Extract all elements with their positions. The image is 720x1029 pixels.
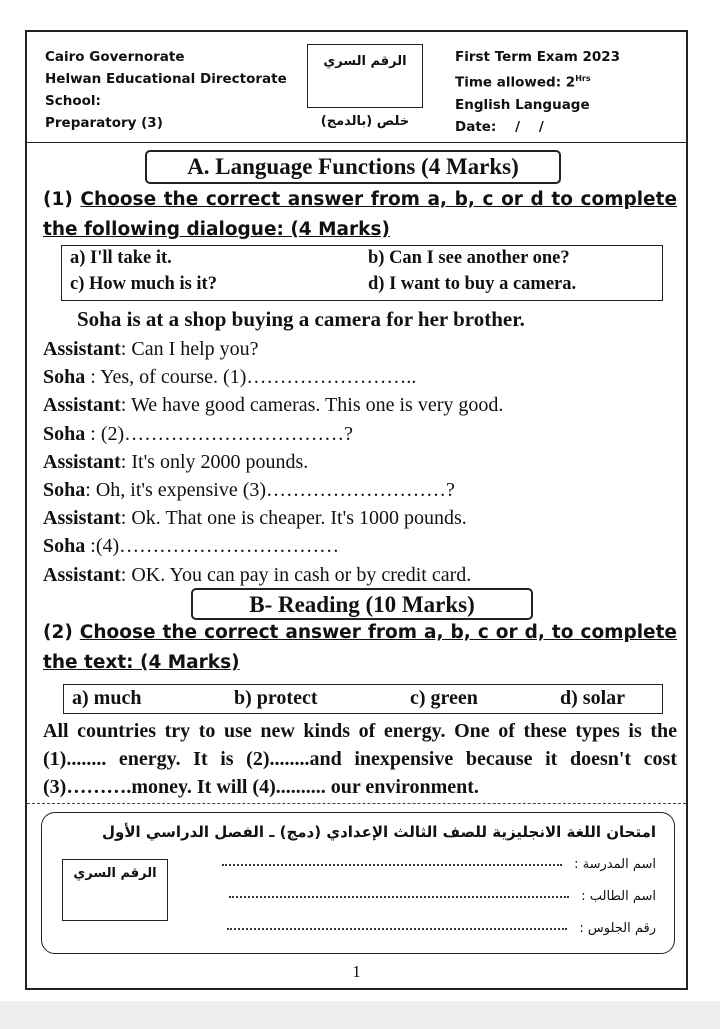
school-name-input[interactable] — [222, 862, 562, 866]
section-b-title: B- Reading (10 Marks) — [191, 588, 533, 620]
time-allowed — [455, 68, 685, 94]
dialogue-line — [43, 391, 683, 419]
directorate-label: Helwan Educational Directorate — [45, 71, 287, 87]
dialogue — [43, 335, 683, 589]
option-b: b) Can I see another one? — [368, 248, 570, 268]
student-info-form — [41, 812, 675, 954]
dialogue-text: Oh, it's expensive (3)………………………? — [95, 479, 455, 502]
speaker-sep: : — [85, 535, 96, 558]
option-b: b) protect — [234, 687, 318, 709]
speaker: Soha — [43, 366, 86, 389]
dialogue-line — [43, 532, 683, 560]
option-a: a) I'll take it. — [70, 248, 172, 268]
header-right — [455, 46, 685, 138]
dialogue-line — [43, 561, 683, 589]
options-box-a — [61, 245, 663, 301]
speaker: Assistant — [43, 394, 121, 417]
reading-paragraph: All countries try to use new kinds of energy. One of these types is the (1)........ energy. It is (2)........and inexpensive because it doesn't cost (3)……….money. It will (4).......... our environment. — [43, 720, 677, 798]
section-a-title: A. Language Functions (4 Marks) — [145, 150, 561, 184]
speaker: Soha — [43, 535, 86, 558]
speaker-sep: : — [120, 338, 132, 360]
exam-title: First Term Exam 2023 — [455, 49, 621, 65]
question-2 — [43, 618, 677, 678]
speaker-sep: : — [120, 450, 132, 473]
question-2-text: Choose the correct answer from a, b, c or d, to complete the text: (4 Marks) — [43, 622, 677, 673]
speaker: Assistant — [43, 338, 121, 360]
dialogue-line — [43, 476, 683, 504]
date-label: Date: / / — [455, 118, 544, 135]
question-1-number: (1) — [43, 189, 81, 210]
dialogue-text: It's only 2000 pounds. — [131, 450, 309, 473]
header-left — [45, 46, 305, 134]
dialogue-text: Can I help you? — [131, 338, 259, 360]
speaker: Assistant — [43, 507, 121, 530]
page-number: 1 — [352, 962, 361, 981]
dialogue-line — [43, 363, 683, 391]
dialogue-text: Ok. That one is cheaper. It's 1000 pounds. — [131, 507, 467, 530]
dialogue-text: We have good cameras. This one is very good. — [131, 394, 504, 417]
dialogue-line — [43, 448, 683, 476]
option-d: d) I want to buy a camera. — [368, 274, 577, 294]
speaker: Assistant — [43, 563, 121, 586]
dialogue-line — [43, 335, 683, 363]
form-field-school — [196, 855, 656, 873]
scene-description: Soha is at a shop buying a camera for her brother. — [77, 307, 525, 331]
speaker-sep: : — [120, 394, 131, 417]
time-allowed-text: Time allowed: 2 — [455, 74, 576, 91]
secret-number-box — [307, 44, 423, 108]
subject-label: English Language — [455, 96, 590, 113]
form-field-seat — [196, 919, 656, 937]
question-1-text: Choose the correct answer from a, b, c or d to complete the following dialogue: (4 Marks) — [43, 189, 677, 240]
exam-page — [25, 30, 688, 990]
secret-number-label: الرقم السري — [323, 54, 407, 69]
option-c: c) How much is it? — [70, 274, 217, 294]
time-unit: Hrs — [575, 74, 591, 83]
dialogue-text: Yes, of course. (1)…………………….. — [100, 366, 417, 389]
header-divider — [27, 142, 686, 143]
dialogue-text: (2)……………………………? — [100, 422, 354, 445]
dialogue-line — [43, 420, 683, 448]
speaker: Assistant — [43, 450, 121, 473]
speaker-sep: : — [85, 366, 101, 389]
question-1 — [43, 185, 677, 245]
student-name-input[interactable] — [229, 894, 569, 898]
form-secret-number-box — [62, 859, 168, 921]
grade-label: Preparatory (3) — [45, 115, 163, 131]
options-box-b — [63, 684, 663, 714]
seat-number-label: رقم الجلوس : — [579, 921, 656, 936]
speaker-sep: : — [85, 422, 101, 445]
form-field-student — [196, 887, 656, 905]
speaker-sep: : — [120, 563, 132, 586]
governorate-label: Cairo Governorate — [45, 49, 185, 65]
option-d: d) solar — [560, 687, 625, 709]
option-c: c) green — [410, 687, 478, 709]
form-secret-number-label: الرقم السري — [73, 866, 157, 881]
option-a: a) much — [72, 687, 142, 709]
speaker-sep: : — [85, 479, 96, 502]
dialogue-text: OK. You can pay in cash or by credit card. — [131, 563, 472, 586]
speaker: Soha — [43, 479, 86, 502]
question-2-number: (2) — [43, 622, 80, 643]
seat-number-input[interactable] — [227, 926, 567, 930]
form-title: امتحان اللغة الانجليزية للصف الثالث الإعدادي (دمج) ـ الفصل الدراسي الأول — [102, 823, 656, 841]
speaker-sep: : — [120, 507, 132, 530]
school-name-label: اسم المدرسة : — [574, 857, 656, 872]
student-name-label: اسم الطالب : — [581, 889, 656, 904]
school-label: School: — [45, 93, 101, 109]
bottom-strip — [0, 1001, 720, 1029]
speaker: Soha — [43, 422, 86, 445]
summary-tag: خلص (بالدمج) — [320, 114, 410, 129]
cut-line — [27, 803, 686, 804]
dialogue-line — [43, 504, 683, 532]
dialogue-text: (4)…………………………… — [95, 535, 340, 558]
